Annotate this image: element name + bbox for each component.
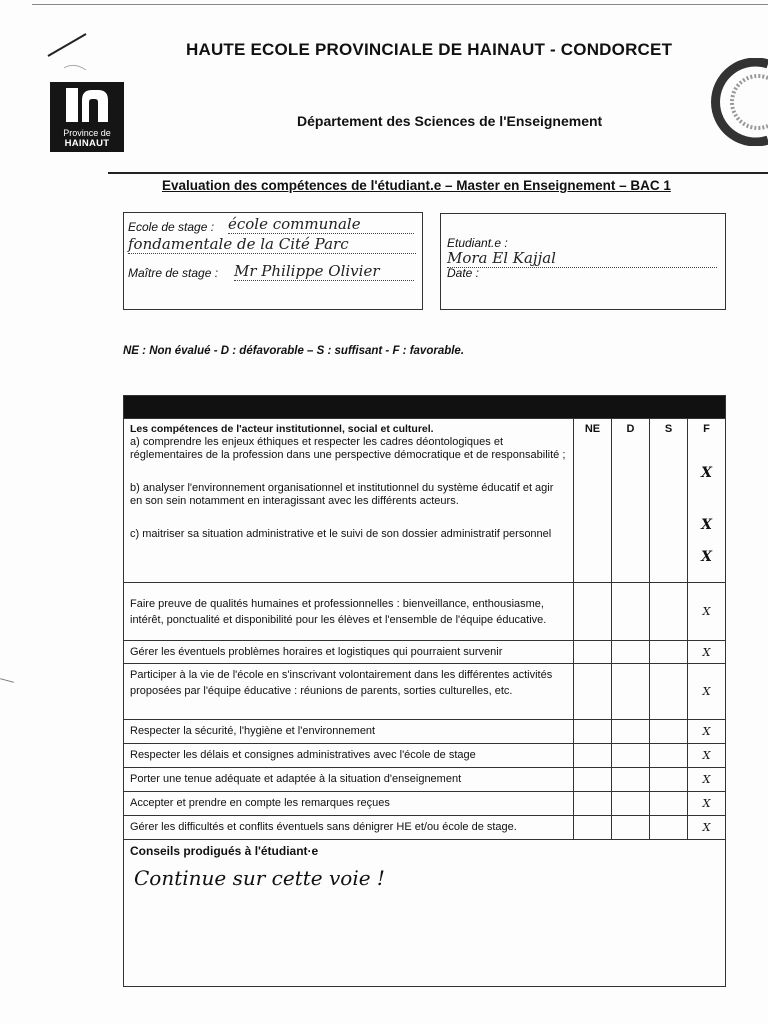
table-dark-header [124, 396, 726, 419]
table-row [124, 744, 726, 768]
advice-handwritten: Continue sur cette voie ! [134, 866, 385, 890]
row-text: Participer à la vie de l'école en s'inscrivant volontairement dans les différentes activités proposées par l'équipe éducative : réunions de parents, sorties culturelles, etc. [124, 664, 574, 720]
form-title: Evaluation des compétences de l'étudiant.e – Master en Enseignement – BAC 1 [162, 178, 671, 193]
school-value-line2: fondamentale de la Cité Parc [128, 235, 416, 254]
school-value-line1: école communale [228, 215, 414, 234]
col-header-d: D [612, 419, 650, 583]
institution-title: HAUTE ECOLE PROVINCIALE DE HAINAUT - CONDORCET [186, 40, 673, 59]
row-mark: X [688, 664, 726, 720]
advice-row [124, 840, 726, 987]
sub-item-a: a) comprendre les enjeux éthiques et respecter les cadres déontologiques et réglementaires de la profession dans une perspective démocratique et de responsabilité ; [130, 436, 566, 461]
section-title: Les compétences de l'acteur institutionnel, social et culturel. [130, 423, 434, 435]
date-label: Date : [447, 266, 480, 280]
table-row-institutional [124, 419, 726, 583]
province-hainaut-logo [50, 82, 124, 152]
table-row [124, 583, 726, 641]
logo-emblem-icon [50, 82, 124, 128]
row-mark: X [688, 816, 726, 840]
table-row [124, 664, 726, 720]
page-top-rule [32, 4, 768, 5]
margin-mark [0, 678, 14, 683]
col-header-f: F [703, 423, 710, 435]
col-header-ne: NE [574, 419, 612, 583]
table-row [124, 768, 726, 792]
condorcet-logo-icon [696, 58, 768, 146]
student-value: Mora El Kajjal [447, 249, 717, 268]
sub-item-c: c) maitriser sa situation administrative et le suivi de son dossier administratif personnel [130, 528, 552, 540]
row-mark: X [688, 720, 726, 744]
sub-item-b: b) analyser l'environnement organisationnel et institutionnel du système éducatif et agir en son sein notamment en interagissant avec les différents acteurs. [130, 482, 554, 507]
row-mark: X [688, 641, 726, 664]
row-text: Accepter et prendre en compte les remarques reçues [124, 792, 574, 816]
row-text: Gérer les éventuels problèmes horaires et logistiques qui pourraient survenir [124, 641, 574, 664]
header-divider [108, 172, 768, 174]
mentor-value: Mr Philippe Olivier [234, 262, 414, 281]
rating-legend: NE : Non évalué - D : défavorable – S : suffisant - F : favorable. [123, 345, 465, 357]
advice-title: Conseils prodigués à l'étudiant·e [130, 844, 319, 858]
staple-mark [44, 30, 94, 76]
evaluation-table [123, 395, 726, 987]
col-f-institutional [688, 419, 726, 583]
col-header-s: S [650, 419, 688, 583]
table-row [124, 816, 726, 840]
row-text: Porter une tenue adéquate et adaptée à la situation d'enseignement [124, 768, 574, 792]
row-mark: X [688, 583, 726, 641]
student-label: Etudiant.e : [447, 236, 508, 250]
student-info-box [440, 213, 726, 310]
row-text: Faire preuve de qualités humaines et professionnelles : bienveillance, enthousiasme, intérêt, ponctualité et disponibilité pour les élèves et l'ensemble de l'équipe éducative. [124, 583, 574, 641]
department-title: Département des Sciences de l'Enseignement [297, 113, 603, 129]
mentor-label: Maître de stage : [128, 266, 219, 280]
table-row [124, 792, 726, 816]
mark-sub-a: X [701, 465, 712, 481]
logo-line2: HAINAUT [64, 138, 110, 149]
school-info-box [123, 212, 423, 310]
row-mark: X [688, 744, 726, 768]
mark-sub-c: X [701, 549, 712, 565]
row-mark: X [688, 792, 726, 816]
logo-line1: Province de [63, 128, 111, 138]
table-row [124, 720, 726, 744]
row-mark: X [688, 768, 726, 792]
table-row [124, 641, 726, 664]
school-label: Ecole de stage : [128, 220, 215, 234]
row-text: Respecter la sécurité, l'hygiène et l'environnement [124, 720, 574, 744]
row-text: Gérer les difficultés et conflits éventuels sans dénigrer HE et/ou école de stage. [124, 816, 574, 840]
row-text: Respecter les délais et consignes administratives avec l'école de stage [124, 744, 574, 768]
mark-sub-b: X [701, 517, 712, 533]
